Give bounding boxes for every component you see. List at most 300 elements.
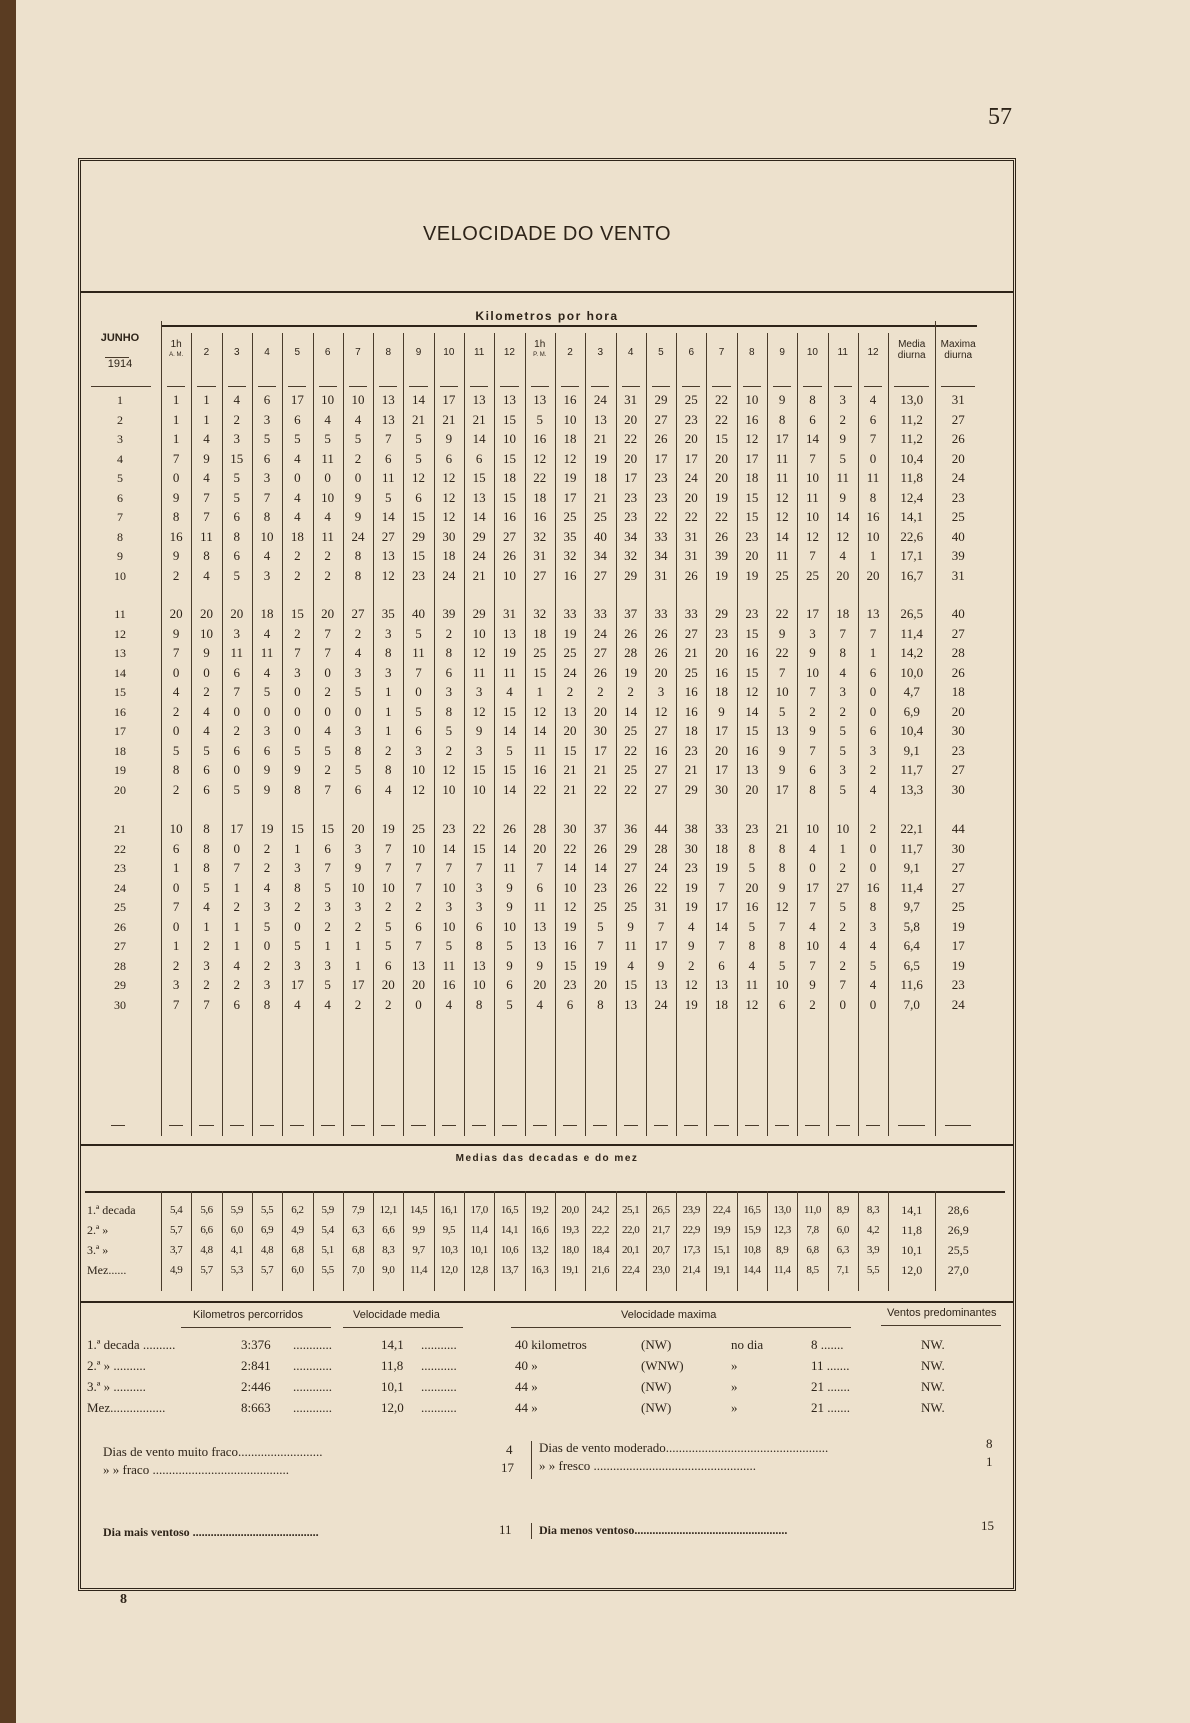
period-label: P. M. [533,352,547,358]
bottom-dots: ............ [293,1337,332,1352]
cell-value: 0 [869,684,877,699]
cell-value: 34 [624,528,638,544]
row-day: 7 [117,510,123,524]
cell-value: 11 [412,645,425,660]
bottom-dia: 8 ....... [811,1337,844,1352]
cell-value: 2 [809,996,816,1012]
hour-header: 11 [473,347,485,358]
cell-value: 3 [263,470,271,485]
cell-value: 1 [203,918,210,934]
cell-value: 29 [624,567,638,583]
hour-header: 4 [627,347,634,358]
cell-value: 5 [445,723,453,738]
summary-value: 8,5 [806,1264,819,1276]
cell-value: 13 [533,918,547,934]
cell-value: 22 [775,606,789,621]
cell-value: 22 [775,645,789,660]
summary-max: 26,9 [947,1223,969,1237]
cell-value: 23 [412,567,426,583]
cell-value: 2 [869,762,877,777]
summary-value: 25,1 [622,1204,640,1216]
cell-value: 10 [563,879,577,895]
bottom-media: 10,1 [381,1379,404,1394]
hour-header: 10 [806,347,818,358]
bottom-vento: NW. [921,1337,945,1352]
cell-value: 4 [294,450,301,466]
cell-value: 7 [324,860,331,875]
summary-value: 5,4 [170,1204,183,1216]
cell-value: 10 [563,411,577,427]
hour-header: 5 [294,347,301,358]
cell-value: 14 [472,431,486,446]
cell-value: 11 [836,470,849,485]
cell-media: 12,4 [900,489,924,505]
cell-value: 16 [745,899,759,914]
cell-value: 24 [593,392,607,407]
row-day: 3 [117,432,123,446]
cell-value: 36 [624,821,638,836]
bottom-label: 3.ª » .......... [87,1379,146,1394]
cell-value: 12 [533,450,547,466]
cell-value: 22 [624,431,638,446]
cell-value: 10 [502,567,516,583]
cell-value: 5 [384,489,392,505]
cell-value: 1 [354,938,362,953]
cell-value: 12 [684,977,698,992]
bottom-vento: NW. [921,1358,945,1373]
cell-value: 20 [654,664,668,680]
trailing-dash [533,1125,547,1126]
cell-value: 0 [324,703,331,719]
cell-value: 10 [199,625,213,641]
cell-value: 4 [233,392,240,407]
trailing-dash [111,1125,125,1126]
cell-value: 12 [412,470,426,485]
cell-media: 7,0 [903,996,920,1012]
summary-value: 8,3 [382,1244,395,1256]
cell-value: 7 [718,879,725,895]
cell-value: 12 [442,470,456,485]
header-ventos: Ventos predominantes [887,1307,997,1319]
cell-value: 25 [593,899,607,914]
cell-value: 15 [745,509,759,524]
cell-value: 13 [533,392,547,407]
row-day: 9 [117,549,123,563]
cell-value: 6 [445,664,453,680]
cell-value: 19 [715,567,729,583]
cell-value: 17 [654,450,668,466]
cell-value: 11 [472,664,486,680]
row-day: 2 [117,412,123,427]
cell-value: 19 [624,664,638,680]
cell-value: 2 [294,899,301,914]
cell-value: 5 [415,431,422,446]
summary-value: 11,4 [470,1224,488,1236]
cell-value: 25 [684,392,698,407]
header-dash [228,386,246,387]
cell-value: 6 [809,762,816,777]
hour-header: 2 [567,347,573,358]
cell-value: 7 [657,918,665,934]
cell-value: 3 [809,625,816,641]
header-dash [941,386,975,387]
cell-value: 8 [203,548,210,563]
cell-value: 9 [687,938,695,953]
cell-value: 29 [472,606,486,621]
summary-value: 6,6 [200,1224,213,1236]
dias-moderado: Dias de vento moderado.................................................. [539,1440,829,1455]
summary-value: 17,0 [470,1204,488,1216]
cell-value: 9 [536,957,543,973]
cell-value: 14 [533,723,547,738]
cell-value: 11 [503,664,516,680]
cell-value: 21 [472,411,486,427]
cell-value: 0 [869,996,877,1012]
summary-value: 6,2 [291,1204,304,1216]
summary-value: 14,1 [500,1224,519,1236]
cell-value: 37 [624,606,638,621]
cell-value: 2 [839,957,846,973]
cell-value: 20 [351,821,365,836]
cell-value: 5 [839,742,846,758]
bottom-divider [531,1523,532,1539]
cell-value: 23 [442,821,456,836]
cell-value: 30 [715,781,729,797]
cell-max: 27 [951,411,965,427]
cell-value: 5 [778,703,786,719]
cell-value: 4 [294,489,301,505]
cell-value: 19 [684,899,698,914]
cell-max: 27 [951,762,965,777]
cell-value: 33 [715,821,729,836]
cell-value: 1 [384,703,392,719]
cell-value: 8 [172,762,180,777]
cell-value: 20 [684,489,698,505]
summary-value: 15,9 [743,1224,761,1236]
bottom-vmax: 44 » [515,1400,538,1415]
cell-value: 9 [627,918,634,934]
cell-value: 0 [324,664,331,680]
cell-max: 23 [951,977,965,992]
cell-media: 10,4 [900,450,924,466]
cell-value: 15 [412,548,426,563]
cell-value: 26 [502,821,516,836]
cell-value: 27 [684,625,698,641]
cell-value: 7 [294,645,301,660]
summary-value: 7,1 [836,1264,849,1276]
header-dash [622,386,640,387]
cell-value: 6 [536,879,543,895]
cell-value: 26 [684,567,698,583]
summary-value: 23,9 [682,1204,700,1216]
cell-value: 18 [715,996,729,1012]
bottom-nodia: » [731,1379,738,1394]
cell-value: 3 [475,899,483,914]
summary-value: 4,9 [291,1224,304,1236]
cell-value: 0 [294,918,301,934]
header-dash [773,386,791,387]
cell-value: 18 [715,684,729,699]
cell-value: 7 [415,664,422,680]
header-dash [349,386,367,387]
cell-value: 17 [290,392,304,407]
cell-max: 30 [951,723,965,738]
cell-value: 9 [203,450,210,466]
cell-value: 27 [593,645,607,660]
cell-value: 3 [869,918,877,934]
summary-media: 14,1 [901,1203,923,1217]
hour-header: 10 [443,347,455,358]
header-km: Kilometros percorridos [193,1309,304,1321]
cell-value: 5 [233,489,240,505]
cell-value: 9 [354,860,362,875]
cell-value: 1 [172,392,180,407]
cell-value: 5 [415,450,422,466]
cell-value: 3 [263,899,271,914]
cell-media: 11,2 [900,411,923,427]
cell-value: 22 [563,840,577,856]
cell-value: 16 [442,977,456,992]
header-dash [531,386,549,387]
header-dash [561,386,579,387]
cell-value: 26 [654,431,668,446]
summary-value: 12,8 [470,1264,488,1276]
cell-value: 15 [745,723,759,738]
cell-value: 5 [839,723,846,738]
summary-value: 16,3 [531,1264,549,1276]
cell-value: 39 [715,548,729,563]
cell-value: 7 [839,977,846,992]
row-day: 10 [114,568,126,583]
cell-value: 10 [412,840,426,856]
cell-value: 2 [233,899,240,914]
header-dash [470,386,488,387]
cell-value: 9 [445,431,453,446]
cell-value: 18 [533,489,547,505]
cell-value: 5 [324,742,331,758]
summary-value: 22,0 [622,1224,640,1236]
summary-value: 11,0 [804,1204,821,1216]
hour-header: 9 [415,347,422,358]
dias-fresco-val: 1 [986,1454,993,1469]
cell-value: 7 [869,431,877,446]
cell-value: 15 [502,489,516,505]
cell-value: 12 [745,996,759,1012]
cell-value: 21 [684,762,698,777]
cell-value: 15 [502,450,516,466]
bottom-km: 8:663 [241,1400,271,1415]
cell-value: 18 [260,606,274,621]
cell-value: 5 [233,781,240,797]
cell-max: 39 [951,548,965,563]
cell-value: 2 [172,781,180,797]
cell-value: 12 [563,450,577,466]
cell-value: 26 [502,548,516,563]
cell-value: 32 [533,606,547,621]
header-dash [834,386,852,387]
cell-value: 11 [260,645,274,660]
cell-value: 6 [809,411,816,427]
cell-value: 9 [778,762,786,777]
cell-value: 10 [805,509,819,524]
dias-muito-fraco: Dias de vento muito fraco.......................... [103,1444,323,1459]
cell-value: 12 [472,645,486,660]
trailing-dash [836,1125,850,1126]
cell-value: 2 [809,703,816,719]
cell-value: 20 [715,470,729,485]
cell-value: 0 [172,470,180,485]
cell-value: 7 [415,860,422,875]
row-day: 22 [114,841,126,856]
cell-value: 20 [412,977,426,992]
cell-value: 5 [778,957,786,973]
cell-value: 5 [415,625,422,641]
cell-value: 2 [324,567,331,583]
cell-value: 35 [563,528,577,544]
cell-value: 5 [415,703,422,719]
cell-media: 5,8 [903,918,920,934]
cell-media: 11,4 [900,879,923,895]
summary-value: 9,9 [412,1224,425,1236]
header-dash [167,386,185,387]
header-rule [161,325,977,327]
cell-value: 19 [715,860,729,875]
cell-value: 0 [172,918,180,934]
summary-value: 5,5 [260,1204,274,1216]
cell-value: 11 [624,938,637,953]
cell-value: 12 [442,509,456,524]
cell-value: 19 [563,470,577,485]
cell-value: 8 [203,860,210,875]
cell-value: 11 [775,450,789,466]
cell-value: 3 [203,957,210,973]
cell-value: 4 [263,879,271,895]
cell-value: 1 [536,684,543,699]
cell-value: 13 [533,938,547,953]
cell-value: 19 [593,957,607,973]
cell-value: 21 [593,762,607,777]
cell-value: 18 [442,548,456,563]
cell-media: 17,1 [900,548,924,563]
summary-value: 7,9 [351,1204,365,1216]
cell-value: 2 [233,977,240,992]
cell-media: 9,1 [903,860,920,875]
cell-value: 17 [654,938,668,953]
cell-value: 29 [715,606,729,621]
cell-value: 12 [442,762,456,777]
cell-value: 8 [384,645,392,660]
cell-value: 3 [172,977,180,992]
footer-number: 8 [120,1592,127,1607]
cell-media: 26,5 [900,606,924,621]
cell-value: 14 [715,918,729,934]
cell-value: 30 [593,723,607,738]
cell-value: 7 [172,899,180,914]
cell-value: 10 [472,781,486,797]
cell-value: 20 [199,606,213,621]
cell-value: 2 [233,411,240,427]
cell-value: 2 [294,625,301,641]
trailing-dash [866,1125,880,1126]
cell-value: 10 [169,821,183,836]
cell-value: 5 [263,684,271,699]
cell-value: 12 [745,684,759,699]
header-dash [864,386,882,387]
cell-value: 0 [809,860,816,875]
cell-value: 0 [263,703,271,719]
cell-value: 26 [593,664,607,680]
cell-value: 20 [169,606,183,621]
cell-value: 16 [563,567,577,583]
cell-value: 28 [533,821,547,836]
cell-value: 5 [839,450,846,466]
cell-media: 14,1 [900,509,924,524]
summary-value: 13,2 [531,1244,549,1256]
maxima-header: Maxima diurna [940,339,976,361]
summary-label: 2.ª » [87,1223,109,1237]
cell-value: 12 [654,703,668,719]
cell-value: 11 [230,645,243,660]
cell-value: 8 [748,840,756,856]
summary-value: 24,2 [591,1204,609,1216]
cell-value: 8 [203,840,210,856]
bottom-dia: 11 ....... [811,1358,850,1373]
cell-value: 22 [472,821,486,836]
summary-value: 10,1 [470,1244,488,1256]
trailing-dash [775,1125,789,1126]
cell-value: 20 [715,742,729,758]
cell-value: 16 [563,392,577,407]
cell-value: 15 [502,703,516,719]
summary-value: 8,3 [866,1204,880,1216]
cell-value: 34 [593,548,607,563]
cell-value: 33 [654,606,668,621]
cell-value: 25 [563,509,577,524]
cell-max: 18 [951,684,965,699]
cell-value: 7 [172,996,180,1012]
summary-value: 5,4 [321,1224,334,1236]
cell-value: 27 [654,762,668,777]
hour-header: 12 [503,347,515,358]
cell-value: 5 [354,684,362,699]
cell-value: 21 [472,567,486,583]
cell-media: 11,7 [900,840,923,856]
cell-value: 0 [354,703,362,719]
cell-value: 6 [475,450,483,466]
hour-header: 12 [867,347,879,358]
cell-value: 3 [475,684,483,699]
cell-value: 13 [563,703,577,719]
cell-value: 20 [593,703,607,719]
month-label: JUNHO [100,332,140,344]
cell-max: 20 [951,450,965,466]
cell-value: 8 [748,938,756,953]
cell-value: 7 [233,684,240,699]
cell-value: 5 [869,957,877,973]
cell-value: 19 [381,821,395,836]
row-day: 25 [114,900,126,914]
summary-value: 6,0 [291,1264,304,1276]
hour-header: 3 [597,347,604,358]
cell-value: 16 [715,664,729,680]
cell-media: 13,3 [900,781,924,797]
bottom-km: 2:841 [241,1358,271,1373]
cell-value: 7 [839,625,846,641]
cell-value: 15 [472,762,486,777]
cell-value: 4 [839,664,846,680]
trailing-dash [714,1125,728,1126]
cell-value: 1 [233,879,240,895]
